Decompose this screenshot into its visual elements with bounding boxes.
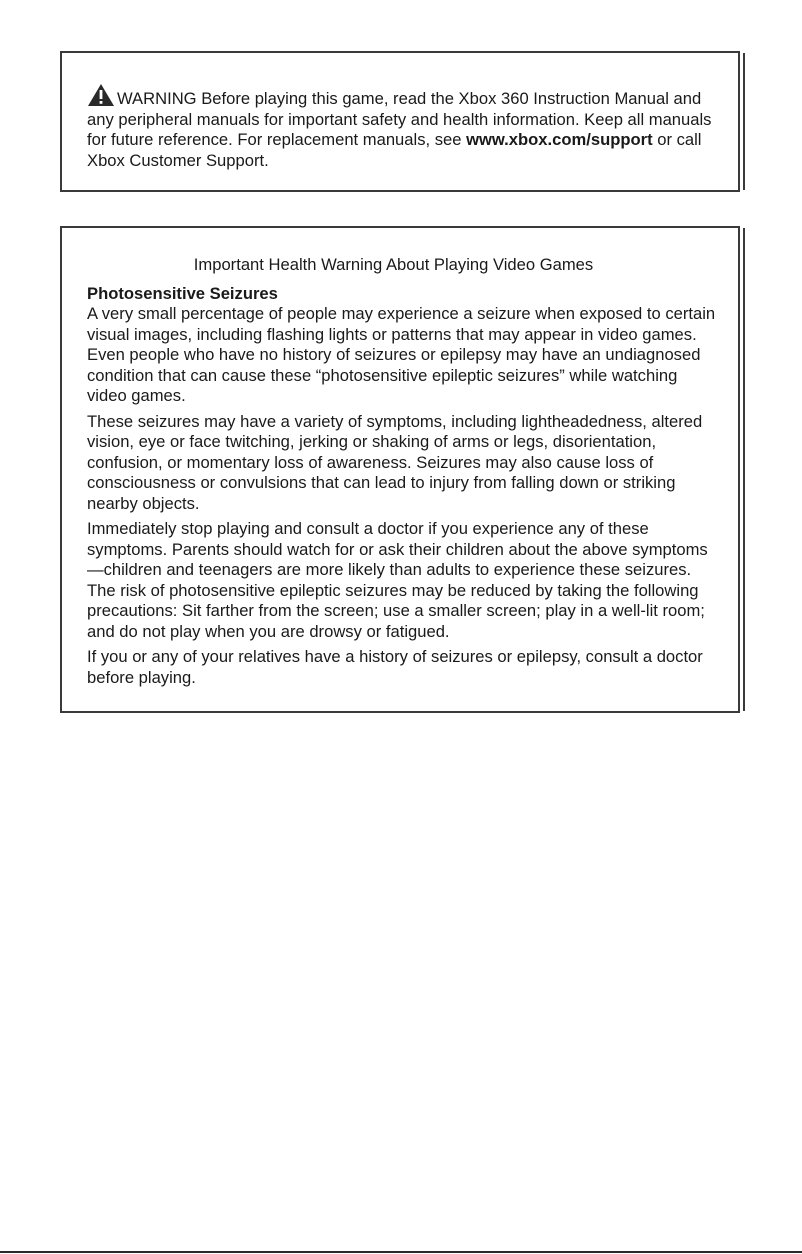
warning-box — [60, 51, 740, 192]
warning-triangle-icon — [87, 83, 115, 107]
warning-text-before: Before playing this game, read the Xbox 360 Instruction Manual and any peripheral manuals for important safety and health information. Keep all manuals for future reference. For replacement manuals, see — [87, 89, 712, 149]
warning-text — [87, 83, 718, 171]
paragraph-3: Immediately stop playing and consult a doctor if you experience any of these symptoms. Parents should watch for or ask their children about the above symptoms—children and teenagers are more likely than adults to experience these seizures. The risk of photosensitive epileptic seizures may be reduced by taking the following precautions: Sit farther from the screen; use a smaller screen; play in a well-lit room; and do not play when you are drowsy or fatigued. — [87, 519, 708, 641]
warning-label: WARNING — [117, 89, 197, 108]
warning-text-after: or call Xbox Customer Support. — [87, 130, 702, 170]
health-warning-title: Important Health Warning About Playing Video Games — [193, 255, 594, 274]
support-link[interactable]: www.xbox.com/support — [466, 130, 653, 149]
paragraph-4: If you or any of your relatives have a history of seizures or epilepsy, consult a doctor before playing. — [87, 647, 703, 687]
section-heading: Photosensitive Seizures — [87, 283, 278, 303]
paragraph-2: These seizures may have a variety of symptoms, including lightheadedness, altered vision, eye or face twitching, jerking or shaking of arms or legs, disorientation, confusion, or momentary loss of awareness. Seizures may also cause loss of consciousness or convulsions that can lead to injury from falling down or striking nearby objects. — [87, 411, 703, 513]
health-warning-box — [60, 226, 740, 713]
paragraph-1: A very small percentage of people may experience a seizure when exposed to certain visual images, including flashing lights or patterns that may appear in video games. Even people who have no history of seizures or epilepsy may have an undiagnosed condition that can cause these “photosensitive epileptic seizures” while watching video games. — [87, 304, 716, 405]
page-bottom-rule — [0, 1251, 802, 1253]
